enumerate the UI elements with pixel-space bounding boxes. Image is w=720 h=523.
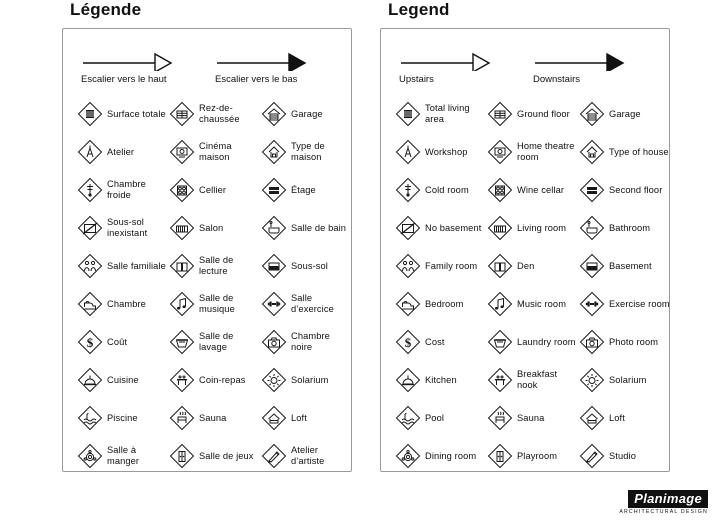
legend-item — [579, 287, 671, 321]
stairs-row-english — [399, 49, 657, 85]
sauna-icon — [169, 405, 195, 431]
legend-item-label: Ground floor — [517, 108, 570, 119]
legend-item — [77, 211, 169, 245]
stairs-up-item — [399, 49, 511, 85]
kitchen-icon — [395, 367, 421, 393]
ground-floor-icon — [487, 101, 513, 127]
home-theatre-icon — [487, 139, 513, 165]
svg-text:$: $ — [86, 335, 94, 350]
legend-item — [261, 97, 353, 131]
loft-icon — [579, 405, 605, 431]
dining-room-icon — [395, 443, 421, 469]
panel-title-english: Legend — [388, 0, 450, 19]
legend-item — [579, 325, 671, 359]
legend-item — [169, 325, 261, 359]
home-theatre-icon — [169, 139, 195, 165]
breakfast-nook-icon — [487, 367, 513, 393]
legend-item-label: Bathroom — [609, 222, 651, 233]
legend-item — [395, 363, 487, 397]
legend-item-label: Loft — [291, 412, 307, 423]
legend-item-label: Workshop — [425, 146, 468, 157]
legend-item-label: Coût — [107, 336, 128, 347]
legend-item — [261, 287, 353, 321]
photo-room-icon — [579, 329, 605, 355]
kitchen-icon — [77, 367, 103, 393]
house-type-icon — [579, 139, 605, 165]
logo-tagline: ARCHITECTURAL DESIGN — [619, 509, 708, 515]
playroom-icon — [487, 443, 513, 469]
panel-box-french — [62, 28, 352, 472]
legend-item — [77, 173, 169, 207]
legend-item — [579, 97, 671, 131]
legend-item-label: Sous-sol — [291, 260, 328, 271]
legend-item — [487, 249, 579, 283]
legend-item — [579, 249, 671, 283]
legend-item — [487, 401, 579, 435]
legend-item — [169, 211, 261, 245]
arrow-up-stairs-icon — [81, 49, 193, 71]
legend-item — [169, 439, 261, 473]
exercise-room-icon — [579, 291, 605, 317]
legend-grid-french — [77, 97, 347, 473]
legend-item-label: Garage — [291, 108, 323, 119]
laundry-room-icon — [169, 329, 195, 355]
bathroom-icon — [261, 215, 287, 241]
no-basement-icon — [77, 215, 103, 241]
music-room-icon — [169, 291, 195, 317]
breakfast-nook-icon — [169, 367, 195, 393]
stairs-row-french — [81, 49, 339, 85]
legend-item-label: Chambre — [107, 298, 146, 309]
legend-item-label: Chambre froide — [107, 179, 146, 200]
second-floor-icon — [579, 177, 605, 203]
loft-icon — [261, 405, 287, 431]
legend-item — [487, 363, 579, 397]
arrow-up-stairs-icon — [399, 49, 511, 71]
legend-item — [77, 325, 169, 359]
planimage-logo — [619, 490, 708, 515]
cost-icon — [395, 329, 421, 355]
legend-item — [487, 211, 579, 245]
legend-item-label: No basement — [425, 222, 482, 233]
second-floor-icon — [261, 177, 287, 203]
legend-item — [77, 287, 169, 321]
playroom-icon — [169, 443, 195, 469]
pool-icon — [77, 405, 103, 431]
legend-item — [395, 211, 487, 245]
workshop-icon — [77, 139, 103, 165]
legend-item — [261, 401, 353, 435]
legend-item-label: Salle familiale — [107, 260, 166, 271]
cost-icon — [77, 329, 103, 355]
legend-item — [261, 249, 353, 283]
total-area-icon — [395, 101, 421, 127]
legend-item — [77, 401, 169, 435]
legend-item-label: Total living area — [425, 103, 470, 124]
legend-item — [579, 363, 671, 397]
legend-item-label: Sauna — [517, 412, 545, 423]
stairs-down-item — [215, 49, 327, 85]
legend-item — [579, 135, 671, 169]
legend-item-label: Second floor — [609, 184, 663, 195]
legend-item-label: Music room — [517, 298, 567, 309]
legend-item-label: Den — [517, 260, 535, 271]
workshop-icon — [395, 139, 421, 165]
legend-item-label: Type de maison — [291, 141, 325, 162]
stairs-up-item — [81, 49, 193, 85]
legend-item — [261, 173, 353, 207]
legend-item-label: Salle d’exercice — [291, 293, 334, 314]
legend-item-label: Type of house — [609, 146, 669, 157]
legend-item — [395, 97, 487, 131]
studio-icon — [261, 443, 287, 469]
stairs-down-label: Downstairs — [533, 74, 580, 85]
panel-title-french: Légende — [70, 0, 142, 19]
legend-item — [579, 173, 671, 207]
legend-item-label: Chambre noire — [291, 331, 330, 352]
solarium-icon — [579, 367, 605, 393]
arrow-down-stairs-icon — [215, 49, 327, 71]
cold-room-icon — [77, 177, 103, 203]
legend-item — [261, 135, 353, 169]
legend-item-label: Cellier — [199, 184, 227, 195]
family-room-icon — [77, 253, 103, 279]
legend-item-label: Playroom — [517, 450, 558, 461]
legend-item-label: Atelier d’artiste — [291, 445, 325, 466]
bedroom-icon — [77, 291, 103, 317]
stairs-up-label: Upstairs — [399, 74, 434, 85]
legend-item — [395, 287, 487, 321]
dining-room-icon — [77, 443, 103, 469]
legend-item — [395, 173, 487, 207]
legend-item-label: Coin-repas — [199, 374, 246, 385]
stairs-down-item — [533, 49, 645, 85]
basement-icon — [579, 253, 605, 279]
legend-item-label: Bedroom — [425, 298, 464, 309]
legend-item-label: Cost — [425, 336, 445, 347]
legend-item-label: Étage — [291, 184, 316, 195]
legend-panel-english — [380, 0, 670, 472]
no-basement-icon — [395, 215, 421, 241]
legend-item — [261, 211, 353, 245]
legend-item-label: Cold room — [425, 184, 469, 195]
legend-item — [77, 363, 169, 397]
cold-room-icon — [395, 177, 421, 203]
legend-item — [169, 363, 261, 397]
legend-item-label: Salle de jeux — [199, 450, 254, 461]
legend-item — [169, 173, 261, 207]
svg-text:$: $ — [404, 335, 412, 350]
photo-room-icon — [261, 329, 287, 355]
legend-item — [169, 249, 261, 283]
legend-item-label: Solarium — [291, 374, 329, 385]
legend-item-label: Pool — [425, 412, 445, 423]
legend-item — [77, 439, 169, 473]
legend-item-label: Basement — [609, 260, 652, 271]
legend-item-label: Loft — [609, 412, 625, 423]
legend-item — [77, 249, 169, 283]
logo-wordmark: Planimage — [628, 490, 708, 508]
legend-panel-french — [62, 0, 352, 472]
legend-item-label: Salle de bain — [291, 222, 347, 233]
exercise-room-icon — [261, 291, 287, 317]
legend-item — [487, 325, 579, 359]
legend-item-label: Garage — [609, 108, 641, 119]
ground-floor-icon — [169, 101, 195, 127]
legend-item-label: Breakfast nook — [517, 369, 558, 390]
laundry-room-icon — [487, 329, 513, 355]
wine-cellar-icon — [487, 177, 513, 203]
legend-item — [77, 135, 169, 169]
den-icon — [169, 253, 195, 279]
legend-item — [261, 363, 353, 397]
garage-icon — [261, 101, 287, 127]
total-area-icon — [77, 101, 103, 127]
legend-item — [579, 439, 671, 473]
legend-item — [579, 401, 671, 435]
legend-item-label: Studio — [609, 450, 636, 461]
garage-icon — [579, 101, 605, 127]
den-icon — [487, 253, 513, 279]
legend-item — [169, 135, 261, 169]
legend-item — [487, 173, 579, 207]
living-room-icon — [487, 215, 513, 241]
sauna-icon — [487, 405, 513, 431]
living-room-icon — [169, 215, 195, 241]
solarium-icon — [261, 367, 287, 393]
legend-item-label: Cinéma maison — [199, 141, 232, 162]
legend-item — [487, 135, 579, 169]
legend-item-label: Salle à manger — [107, 445, 140, 466]
music-room-icon — [487, 291, 513, 317]
legend-item — [261, 439, 353, 473]
family-room-icon — [395, 253, 421, 279]
legend-item-label: Kitchen — [425, 374, 457, 385]
bathroom-icon — [579, 215, 605, 241]
legend-item — [395, 401, 487, 435]
arrow-down-stairs-icon — [533, 49, 645, 71]
basement-icon — [261, 253, 287, 279]
legend-item — [395, 439, 487, 473]
legend-item-label: Sous-sol inexistant — [107, 217, 148, 238]
legend-item — [77, 97, 169, 131]
pool-icon — [395, 405, 421, 431]
house-type-icon — [261, 139, 287, 165]
legend-item-label: Cuisine — [107, 374, 139, 385]
legend-item-label: Dining room — [425, 450, 477, 461]
legend-item-label: Wine cellar — [517, 184, 565, 195]
stairs-up-label: Escalier vers le haut — [81, 74, 167, 85]
legend-item-label: Rez-de-chaussée — [199, 103, 240, 124]
legend-item — [395, 249, 487, 283]
legend-item-label: Solarium — [609, 374, 647, 385]
legend-item-label: Laundry room — [517, 336, 576, 347]
legend-item — [169, 287, 261, 321]
legend-item — [395, 135, 487, 169]
legend-item — [487, 97, 579, 131]
legend-item-label: Exercise room — [609, 298, 670, 309]
legend-item-label: Salon — [199, 222, 224, 233]
studio-icon — [579, 443, 605, 469]
legend-item — [487, 287, 579, 321]
legend-item-label: Surface totale — [107, 108, 166, 119]
wine-cellar-icon — [169, 177, 195, 203]
legend-item — [395, 325, 487, 359]
legend-item — [579, 211, 671, 245]
legend-item-label: Sauna — [199, 412, 227, 423]
panel-box-english — [380, 28, 670, 472]
legend-item-label: Atelier — [107, 146, 135, 157]
legend-item — [487, 439, 579, 473]
legend-item-label: Salle de lecture — [199, 255, 234, 276]
legend-item-label: Salle de lavage — [199, 331, 234, 352]
bedroom-icon — [395, 291, 421, 317]
legend-grid-english — [395, 97, 670, 473]
stairs-down-label: Escalier vers le bas — [215, 74, 298, 85]
legend-item-label: Living room — [517, 222, 567, 233]
legend-item-label: Salle de musique — [199, 293, 235, 314]
legend-item-label: Piscine — [107, 412, 138, 423]
legend-item — [169, 401, 261, 435]
legend-item — [169, 97, 261, 131]
legend-item-label: Photo room — [609, 336, 659, 347]
legend-item — [261, 325, 353, 359]
legend-item-label: Family room — [425, 260, 478, 271]
legend-item-label: Home theatre room — [517, 141, 575, 162]
